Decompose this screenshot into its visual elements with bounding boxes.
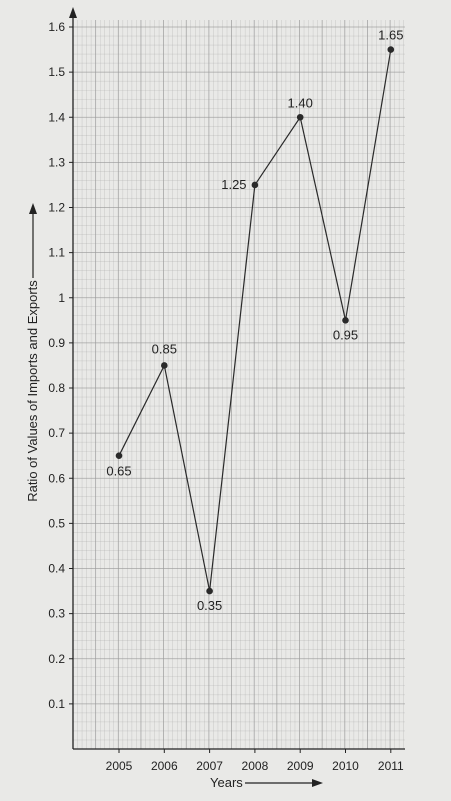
y-tick-label: 1.5	[48, 65, 65, 80]
y-tick-label: 0.8	[48, 381, 65, 395]
x-tick-label: 2009	[286, 759, 314, 773]
axes	[69, 7, 405, 749]
x-axis-label: Years	[210, 775, 243, 790]
data-label: 0.65	[106, 463, 132, 479]
data-point	[252, 182, 259, 189]
y-tick-label: 1.2	[48, 200, 65, 215]
series-polyline	[119, 50, 391, 592]
data-point	[116, 452, 123, 459]
y-tick-label: 0.3	[48, 606, 65, 621]
x-tick-label: 2006	[150, 759, 178, 773]
data-label: 1.65	[378, 27, 404, 43]
data-labels	[106, 28, 403, 614]
x-label-arrowhead	[312, 779, 323, 787]
grid	[73, 20, 405, 749]
x-tick-label: 2005	[105, 759, 133, 773]
x-tick-label: 2007	[196, 759, 223, 773]
y-tick-label: 0.7	[48, 426, 65, 441]
y-tick-label: 1.6	[48, 20, 65, 34]
data-label: 0.95	[332, 327, 359, 343]
data-label: 0.85	[151, 341, 177, 357]
y-tick-label: 0.9	[48, 335, 65, 350]
series-line	[116, 46, 394, 594]
y-tick-label: 0.1	[48, 696, 65, 711]
y-tick-label: 0.5	[48, 516, 65, 531]
y-tick-label: 1.1	[48, 245, 65, 260]
x-tick-label: 2010	[332, 759, 359, 773]
data-point	[161, 362, 168, 369]
y-tick-label: 0.2	[48, 651, 65, 666]
y-tick-label: 1.3	[48, 155, 65, 170]
data-label: 0.35	[196, 598, 223, 614]
data-point	[388, 46, 395, 53]
data-point	[342, 317, 349, 324]
y-axis-label: Ratio of Values of Imports and Exports	[25, 280, 40, 502]
data-label: 1.40	[287, 95, 313, 111]
y-tick-label: 1.4	[48, 110, 65, 125]
y-label-arrowhead	[29, 203, 37, 214]
data-label: 1.25	[221, 176, 247, 192]
y-tick-label: 1	[58, 290, 65, 305]
y-axis-arrowhead	[69, 7, 77, 18]
data-point	[297, 114, 304, 121]
data-point	[206, 588, 213, 595]
y-tick-label: 0.6	[48, 471, 65, 486]
y-tick-label: 0.4	[48, 561, 65, 576]
x-tick-labels	[106, 749, 404, 773]
y-tick-labels	[48, 20, 73, 711]
axis-titles	[25, 280, 243, 790]
x-tick-label: 2011	[377, 759, 404, 773]
x-tick-label: 2008	[241, 759, 269, 773]
